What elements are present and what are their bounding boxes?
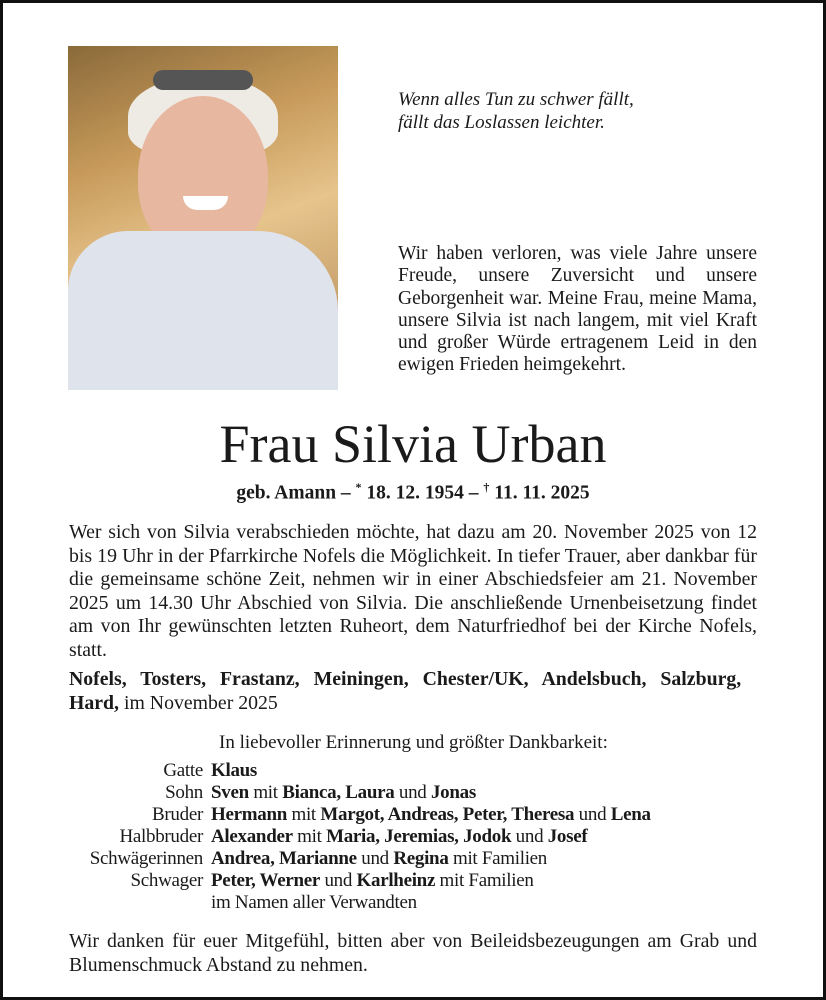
death-symbol: †	[483, 480, 490, 494]
connector-text: und	[511, 826, 548, 847]
relative-name: Alexander	[211, 826, 293, 847]
closing-paragraph: Wir danken für euer Mitgefühl, bitten aber von Beileidsbezeugungen am Grab und Blumenschmuck Abstand zu nehmen.	[69, 930, 757, 976]
relative-name: Josef	[547, 826, 588, 847]
birth-symbol: *	[355, 480, 362, 494]
maiden-name: geb. Amann	[236, 482, 337, 504]
portrait-photo	[68, 46, 338, 390]
life-dates	[0, 480, 826, 505]
connector-text: und	[394, 782, 431, 803]
relative-names	[211, 892, 417, 914]
connector-text: und	[320, 870, 357, 891]
family-list	[0, 760, 826, 914]
places: Nofels, Tosters, Frastanz, Meiningen, Chester/UK, Andelsbuch, Salzburg, Hard,	[69, 668, 742, 714]
relative-names	[211, 804, 651, 826]
family-row	[0, 760, 826, 782]
thanks-intro: In liebevoller Erinnerung und größter Dankbarkeit:	[219, 732, 608, 753]
relative-name: Sven	[211, 782, 249, 803]
relation-label	[0, 892, 211, 914]
farewell-paragraph: Wer sich von Silvia verabschieden möchte, hat dazu am 20. November 2025 von 12 bis 19 Uhr in der Pfarrkirche Nofels die Möglichkeit. In tiefer Trauer, aber dankbar für die gemeinsame schöne Zeit, nehmen wir in einer Abschiedsfeier am 21. November 2025 um 14.30 Uhr Abschied von Silvia. Die anschließende Urnenbeisetzung findet am von Ihr gewünschten letzten Ruheort, dem Naturfriedhof bei der Kirche Nofels, statt.	[69, 521, 757, 661]
connector-text: im Namen aller Verwandten	[211, 892, 417, 913]
relative-name: Klaus	[211, 760, 258, 781]
relative-name: Peter, Werner	[211, 870, 320, 891]
relative-names	[211, 760, 257, 782]
deceased-name: Frau Silvia Urban	[219, 414, 607, 474]
relative-name: Andrea, Marianne	[211, 848, 357, 869]
relation-label: Sohn	[165, 782, 203, 803]
death-date: 11. 11. 2025	[489, 482, 590, 504]
family-row	[0, 848, 826, 870]
quote-line: fällt das Loslassen leichter.	[398, 112, 605, 133]
family-row	[0, 804, 826, 826]
family-row	[0, 870, 826, 892]
relative-name: Maria, Jeremias, Jodok	[326, 826, 512, 847]
connector-text: und	[574, 804, 611, 825]
relative-name: Hermann	[211, 804, 288, 825]
relative-names	[211, 848, 547, 870]
relative-name: Jonas	[430, 782, 476, 803]
intro-paragraph: Wir haben verloren, was viele Jahre unsere Freude, unsere Zuversicht und unsere Geborgenheit war. Meine Frau, meine Mama, unsere Silvia ist nach langem, mit viel Kraft und großer Würde ertragenem Leid in den ewigen Frieden heimgekehrt.	[398, 243, 757, 376]
relative-name: Karlheinz	[356, 870, 436, 891]
relation-label: Schwägerinnen	[89, 848, 203, 869]
relative-name: Bianca, Laura	[282, 782, 395, 803]
birth-date: 18. 12. 1954	[361, 482, 464, 504]
relation-label: Halbbruder	[119, 826, 203, 847]
connector-text: mit Familien	[435, 870, 534, 891]
separator: –	[463, 482, 484, 504]
connector-text: mit	[287, 804, 321, 825]
separator: –	[336, 482, 356, 504]
relative-names	[211, 782, 476, 804]
family-row	[0, 826, 826, 848]
relation-label: Bruder	[152, 804, 203, 825]
family-row	[0, 782, 826, 804]
connector-text: und	[356, 848, 394, 869]
relation-label: Schwager	[130, 870, 203, 891]
relative-names	[211, 870, 534, 892]
relation-label: Gatte	[163, 760, 203, 781]
connector-text: mit	[292, 826, 327, 847]
connector-text: mit Familien	[448, 848, 548, 869]
family-row	[0, 892, 826, 914]
quote-line: Wenn alles Tun zu schwer fällt,	[398, 89, 634, 110]
quote	[398, 88, 758, 134]
relative-name: Lena	[610, 804, 651, 825]
relative-names	[211, 826, 587, 848]
relative-name: Margot, Andreas, Peter, Theresa	[320, 804, 575, 825]
relative-name: Regina	[393, 848, 449, 869]
places-line	[69, 668, 757, 715]
place-date: im November 2025	[119, 691, 278, 714]
connector-text: mit	[248, 782, 283, 803]
